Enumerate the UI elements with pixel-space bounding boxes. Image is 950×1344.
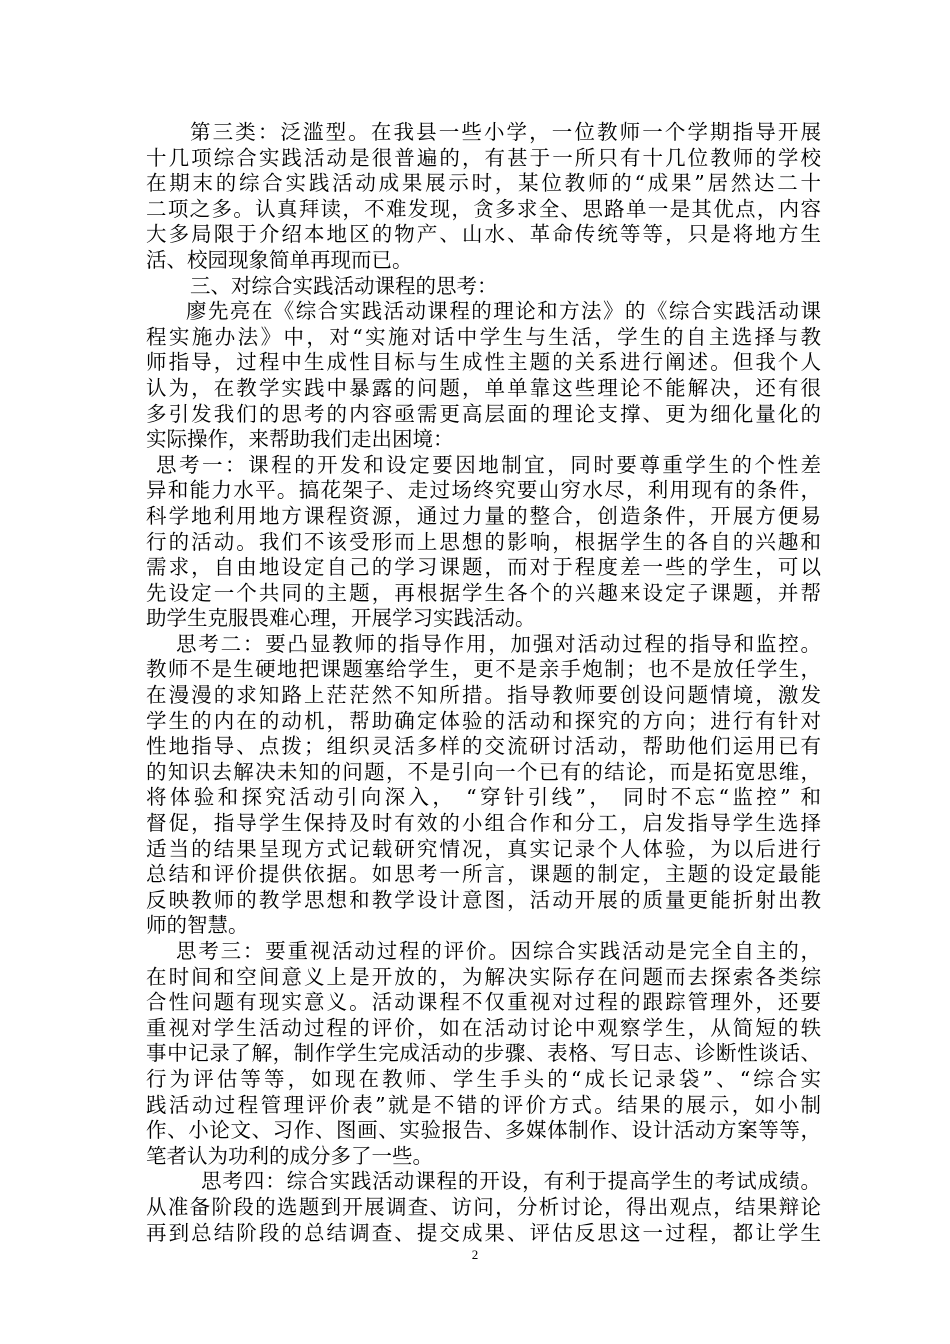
text-line: 重视对学生活动过程的评价，如在活动讨论中观察学生，从简短的轶 bbox=[146, 1015, 821, 1040]
text-line: 从准备阶段的选题到开展调查、访问，分析讨论，得出观点，结果辩论 bbox=[146, 1194, 821, 1219]
text-line: 活、校园现象简单再现而已。 bbox=[146, 247, 413, 272]
text-line: 践活动过程管理评价表”就是不错的评价方式。结果的展示，如小制 bbox=[146, 1092, 821, 1117]
text-line: 二项之多。认真拜读，不难发现，贪多求全、思路单一是其优点，内容 bbox=[146, 196, 821, 221]
text-line: 作、小论文、习作、图画、实验报告、多媒体制作、设计活动方案等等， bbox=[146, 1118, 821, 1143]
text-line: 思考三：要重视活动过程的评价。因综合实践活动是完全自主的， bbox=[176, 939, 821, 963]
text-line: 需求，自由地设定自己的学习课题，而对于程度差一些的学生，可以 bbox=[146, 555, 821, 580]
text-line: 行的活动。我们不该受形而上思想的影响，根据学生的各自的兴趣和 bbox=[146, 529, 821, 554]
text-line: 第三类：泛滥型。在我县一些小学，一位教师一个学期指导开展 bbox=[190, 120, 821, 144]
text-line: 再到总结阶段的总结调查、提交成果、评估反思这一过程，都让学生 bbox=[146, 1220, 821, 1245]
text-line: 笔者认为功利的成分多了一些。 bbox=[146, 1143, 433, 1168]
text-line: 思考一：课程的开发和设定要因地制宜，同时要尊重学生的个性差 bbox=[156, 452, 821, 477]
text-line: 教师不是生硬地把课题塞给学生，更不是亲手炮制；也不是放任学生， bbox=[146, 657, 821, 682]
text-line: 认为，在教学实践中暴露的问题，单单靠这些理论不能解决，还有很 bbox=[146, 375, 821, 400]
text-line: 在期末的综合实践活动成果展示时，某位教师的“成果”居然达二十 bbox=[146, 171, 821, 196]
text-line: 在时间和空间意义上是开放的，为解决实际存在问题而去探索各类综 bbox=[146, 964, 821, 989]
text-line: 师的智慧。 bbox=[146, 913, 249, 938]
text-line: 督促，指导学生保持及时有效的小组合作和分工，启发指导学生选择 bbox=[146, 811, 821, 836]
text-line: 合性问题有现实意义。活动课程不仅重视对过程的跟踪管理外，还要 bbox=[146, 990, 821, 1015]
text-line: 师指导，过程中生成性目标与生成性主题的关系进行阐述。但我个人 bbox=[146, 350, 821, 375]
text-line: 廖先亮在《综合实践活动课程的理论和方法》的《综合实践活动课 bbox=[186, 299, 821, 324]
text-line: 事中记录了解，制作学生完成活动的步骤、表格、写日志、诊断性谈话、 bbox=[146, 1041, 821, 1066]
text-line: 三、对综合实践活动课程的思考： bbox=[190, 273, 498, 298]
page-number: 2 bbox=[471, 1247, 479, 1262]
text-line: 在漫漫的求知路上茫茫然不知所措。指导教师要创设问题情境，激发 bbox=[146, 683, 821, 708]
text-line: 适当的结果呈现方式记载研究情况，真实记录个人体验，为以后进行 bbox=[146, 836, 821, 861]
body-text bbox=[146, 120, 821, 1246]
text-line: 实际操作，来帮助我们走出困境： bbox=[146, 427, 454, 452]
text-line: 的知识去解决未知的问题，不是引向一个已有的结论，而是拓宽思维， bbox=[146, 759, 821, 784]
text-line: 反映教师的教学思想和教学设计意图，活动开展的质量更能折射出教 bbox=[146, 887, 821, 912]
text-line: 科学地利用地方课程资源，通过力量的整合，创造条件，开展方便易 bbox=[146, 503, 821, 528]
text-line: 先设定一个共同的主题，再根据学生各个的兴趣来设定子课题，并帮 bbox=[146, 580, 821, 605]
text-line: 学生的内在的动机，帮助确定体验的活动和探究的方向；进行有针对 bbox=[146, 708, 821, 733]
text-line: 性地指导、点拨；组织灵活多样的交流研讨活动，帮助他们运用已有 bbox=[146, 734, 821, 759]
text-line: 大多局限于介绍本地区的物产、山水、革命传统等等，只是将地方生 bbox=[146, 222, 821, 247]
text-line: 十几项综合实践活动是很普遍的，有甚于一所只有十几位教师的学校 bbox=[146, 145, 821, 170]
text-line: 思考二：要凸显教师的指导作用，加强对活动过程的指导和监控。 bbox=[176, 631, 821, 656]
text-line: 异和能力水平。搞花架子、走过场终究要山穷水尽，利用现有的条件， bbox=[146, 478, 821, 503]
text-line: 助学生克服畏难心理，开展学习实践活动。 bbox=[146, 606, 536, 631]
text-line: 行为评估等等，如现在教师、学生手头的“成长记录袋”、“综合实 bbox=[146, 1066, 821, 1091]
text-line: 程实施办法》中，对“实施对话中学生与生活，学生的自主选择与教 bbox=[146, 324, 821, 349]
text-line: 将体验和探究活动引向深入， “穿针引线”， 同时不忘“监控” 和 bbox=[146, 785, 821, 810]
text-line: 思考四：综合实践活动课程的开设，有利于提高学生的考试成绩。 bbox=[201, 1169, 821, 1194]
text-line: 总结和评价提供依据。如思考一所言，课题的制定，主题的设定最能 bbox=[146, 862, 821, 887]
text-line: 多引发我们的思考的内容亟需更高层面的理论支撑、更为细化量化的 bbox=[146, 401, 821, 426]
